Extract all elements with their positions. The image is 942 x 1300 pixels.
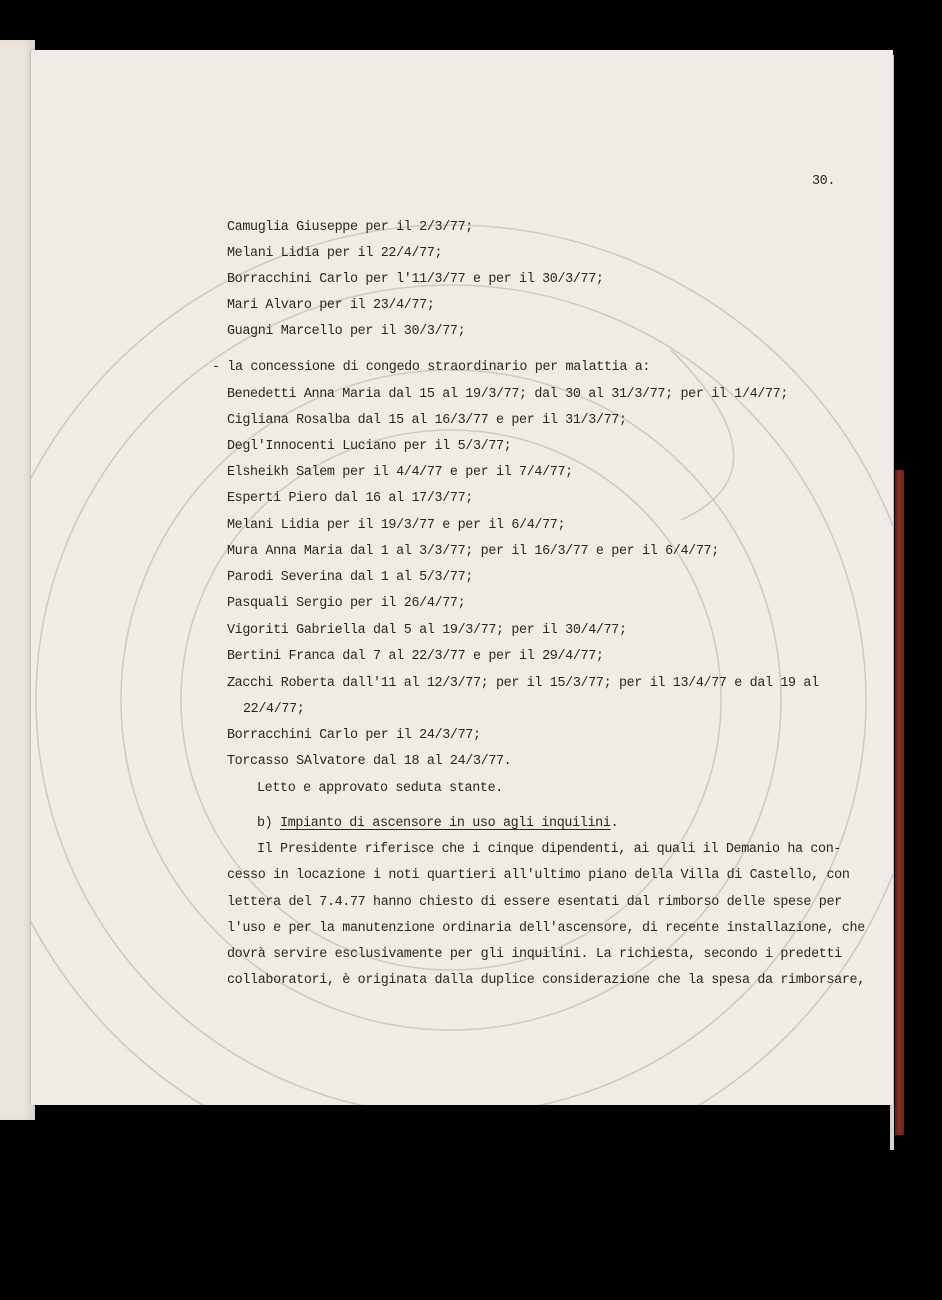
- list-item: Mura Anna Maria dal 1 al 3/3/77; per il 16/3/77 e per il 6/4/77;: [227, 544, 719, 559]
- list-item: Camuglia Giuseppe per il 2/3/77;: [227, 220, 473, 235]
- paragraph-line: l'uso e per la manutenzione ordinaria dell'ascensore, di recente installazione, che: [227, 921, 865, 936]
- page-number: 30.: [812, 174, 836, 189]
- list-item: Pasquali Sergio per il 26/4/77;: [227, 596, 466, 611]
- section-heading: [257, 816, 618, 831]
- list-item: Parodi Severina dal 1 al 5/3/77;: [227, 570, 473, 585]
- watermark-arc: [671, 350, 734, 520]
- paragraph-line: lettera del 7.4.77 hanno chiesto di essere esentati dal rimborso delle spese per: [227, 895, 842, 910]
- section-label: b): [257, 816, 273, 831]
- section-title-period: .: [610, 816, 619, 831]
- list-item: Borracchini Carlo per il 24/3/77;: [227, 728, 481, 743]
- list-item: Elsheikh Salem per il 4/4/77 e per il 7/4/77;: [227, 465, 573, 480]
- paragraph-line: dovrà servire esclusivamente per gli inquilini. La richiesta, secondo i predetti: [227, 947, 842, 962]
- book-binding-edge: [895, 470, 904, 1135]
- list-item: Borracchini Carlo per l'11/3/77 e per il 30/3/77;: [227, 272, 604, 287]
- list-item: Guagni Marcello per il 30/3/77;: [227, 324, 466, 339]
- list-item: Zacchi Roberta dall'11 al 12/3/77; per il 15/3/77; per il 13/4/77 e dal 19 al: [227, 676, 819, 691]
- section-title: Impianto di ascensore in uso agli inquilini: [280, 816, 611, 831]
- list-item: Esperti Piero dal 16 al 17/3/77;: [227, 491, 473, 506]
- list-item: Vigoriti Gabriella dal 5 al 19/3/77; per il 30/4/77;: [227, 623, 627, 638]
- list-item: Cigliana Rosalba dal 15 al 16/3/77 e per il 31/3/77;: [227, 413, 627, 428]
- facing-page-edge: [0, 40, 35, 1120]
- list-item: Torcasso SAlvatore dal 18 al 24/3/77.: [227, 754, 512, 769]
- paragraph-line: Il Presidente riferisce che i cinque dipendenti, ai quali il Demanio ha con-: [257, 842, 842, 857]
- paragraph-line: cesso in locazione i noti quartieri all'ultimo piano della Villa di Castello, con: [227, 868, 850, 883]
- paragraph-line: collaboratori, è originata dalla duplice considerazione che la spesa da rimborsare,: [227, 973, 865, 988]
- list-item: Mari Alvaro per il 23/4/77;: [227, 298, 435, 313]
- list-item: Degl'Innocenti Luciano per il 5/3/77;: [227, 439, 512, 454]
- document-page: [31, 50, 893, 1105]
- approval-note: Letto e approvato seduta stante.: [257, 781, 503, 796]
- list-item-continuation: 22/4/77;: [243, 702, 305, 717]
- list-item: Bertini Franca dal 7 al 22/3/77 e per il 29/4/77;: [227, 649, 604, 664]
- list-item: Benedetti Anna Maria dal 15 al 19/3/77; dal 30 al 31/3/77; per il 1/4/77;: [227, 387, 789, 402]
- list-item: Melani Lidia per il 22/4/77;: [227, 246, 443, 261]
- list-item: Melani Lidia per il 19/3/77 e per il 6/4/77;: [227, 518, 566, 533]
- list-intro: - la concessione di congedo straordinario per malattia a:: [212, 360, 651, 375]
- watermark-ring-4: [181, 430, 721, 970]
